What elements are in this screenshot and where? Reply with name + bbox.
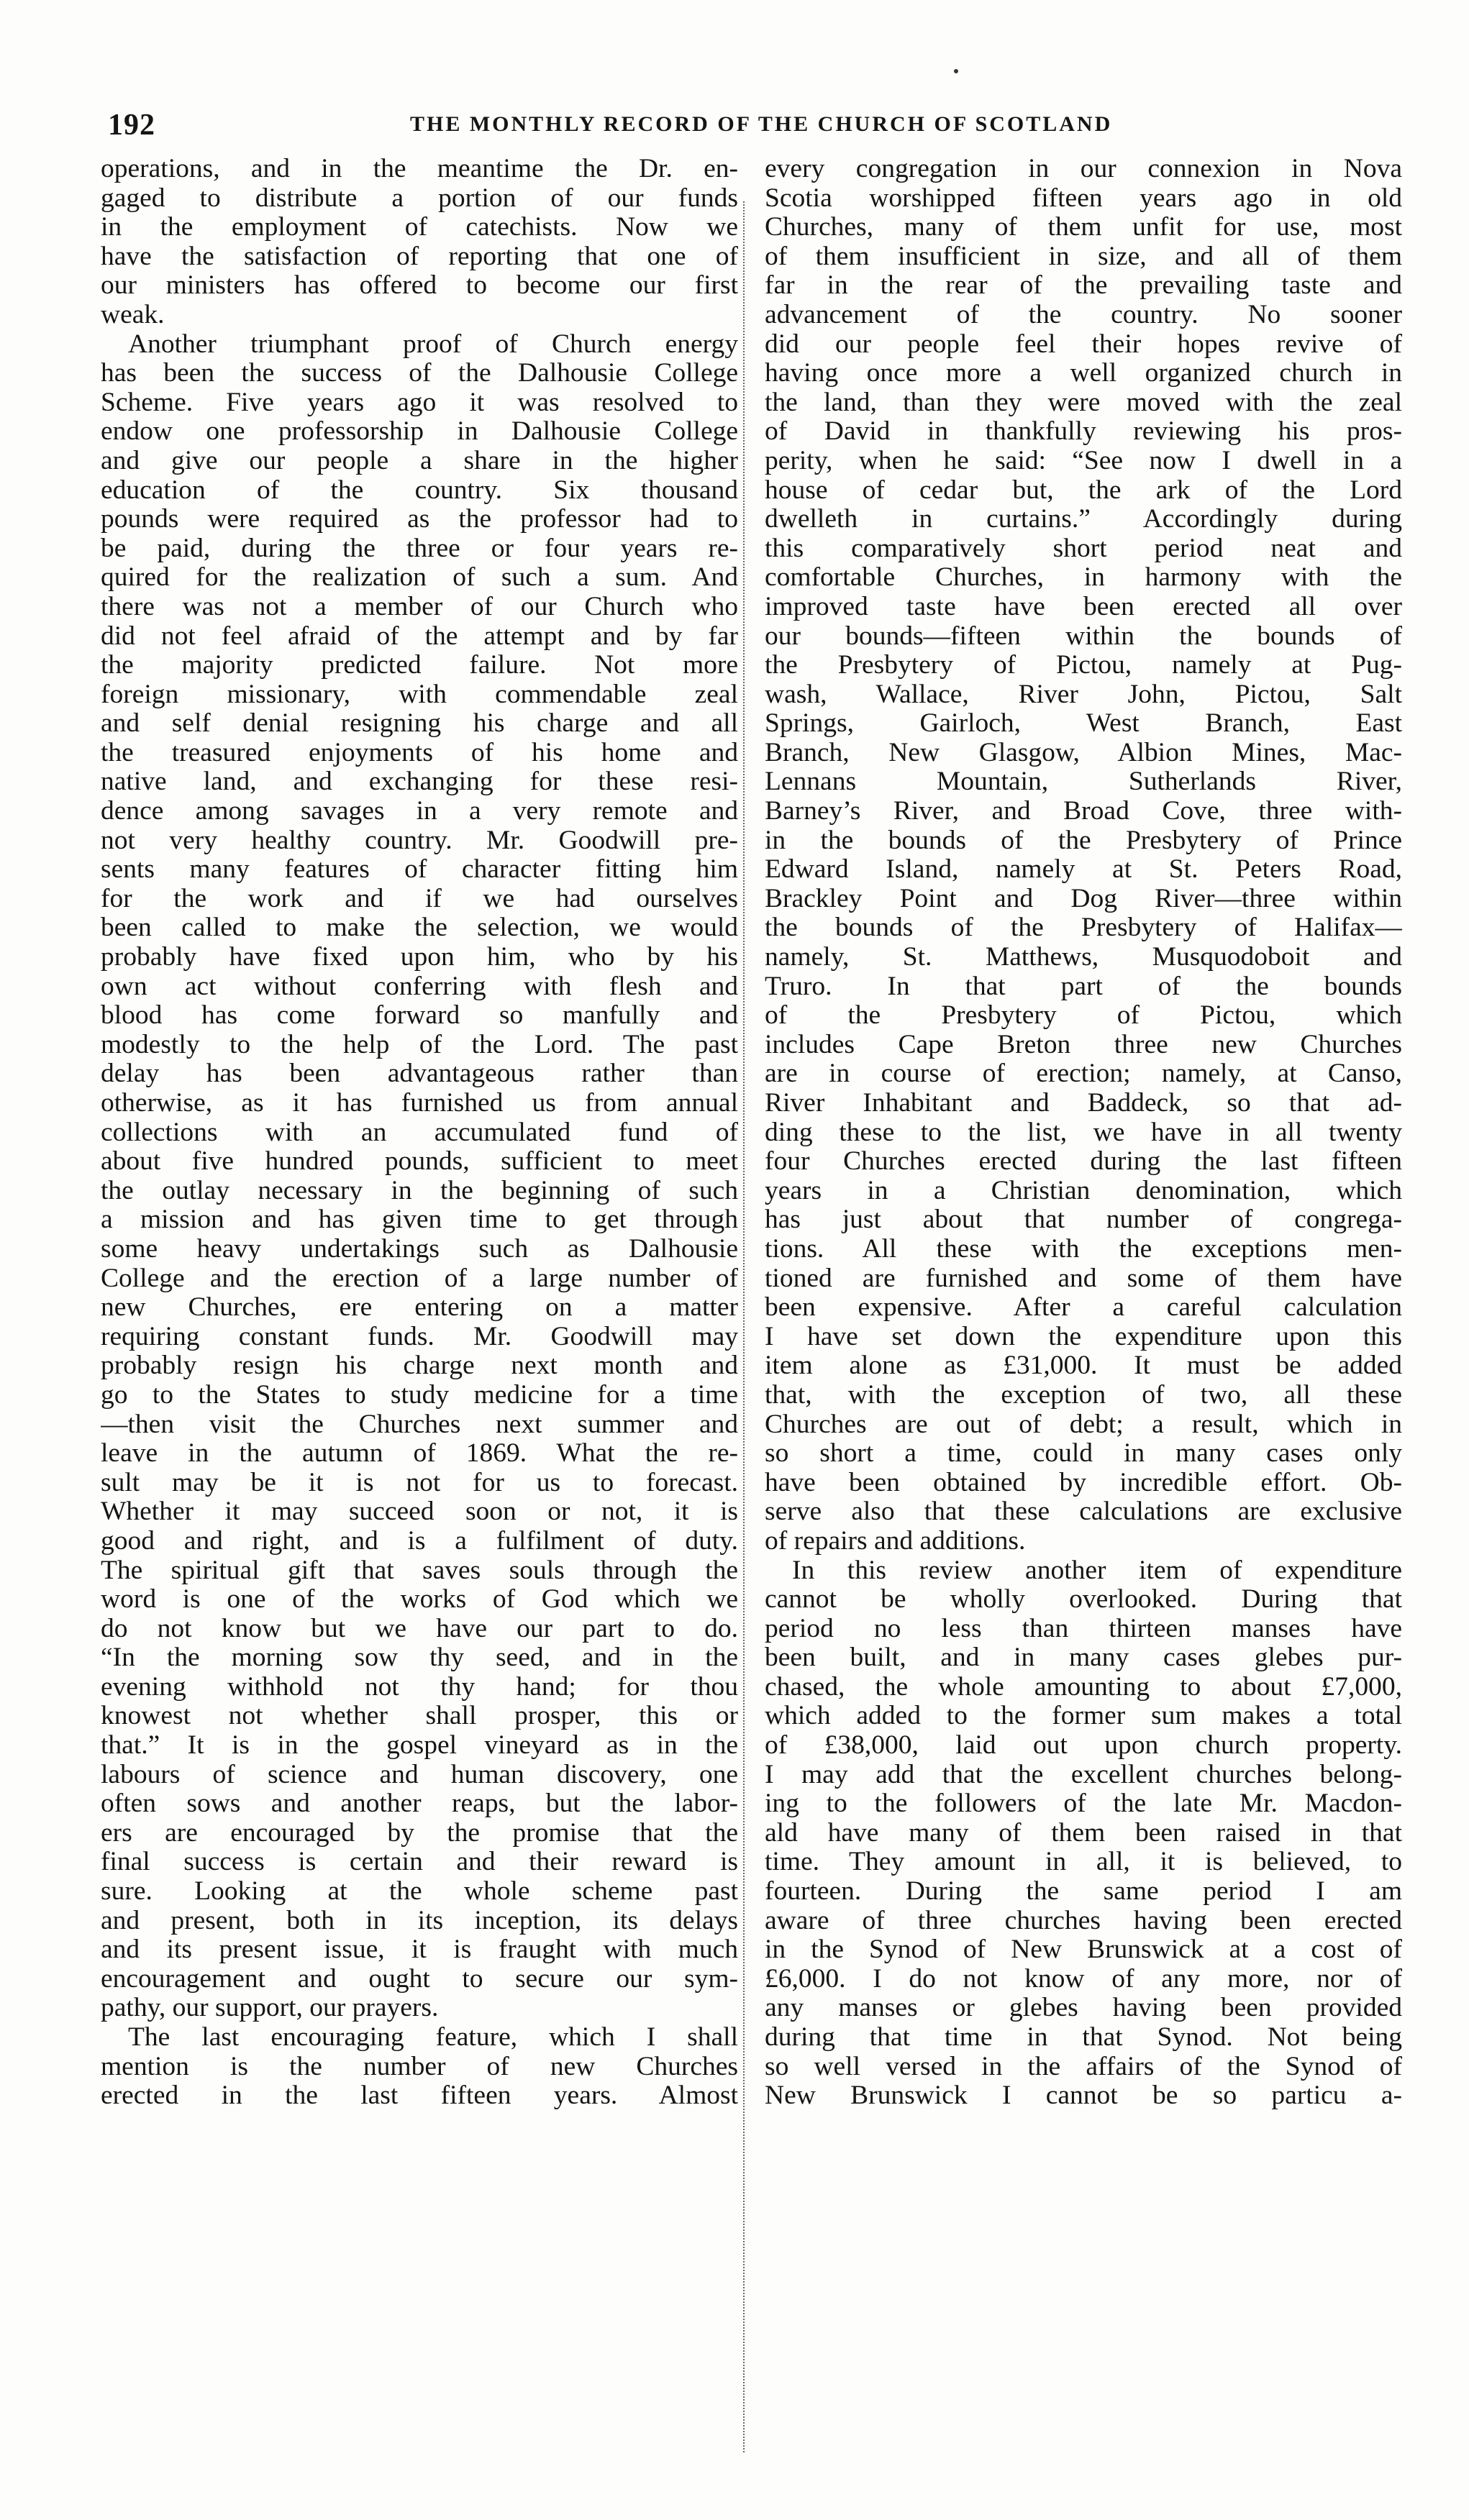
text-line: a mission and has given time to get through (101, 1205, 738, 1235)
text-line: period no less than thirteen manses have (765, 1614, 1402, 1643)
text-line: been called to make the selection, we would (101, 913, 738, 943)
text-line: of £38,000, laid out upon church property. (765, 1731, 1402, 1761)
text-line: perity, when he said: “See now I dwell in a (765, 446, 1402, 475)
text-line: Springs, Gairloch, West Branch, East (765, 709, 1402, 739)
text-line: are in course of erection; namely, at Canso, (765, 1059, 1402, 1089)
text-line: the outlay necessary in the beginning of such (101, 1176, 738, 1205)
text-line: otherwise, as it has furnished us from annual (101, 1089, 738, 1118)
print-speck (954, 69, 958, 73)
text-line: and self denial resigning his charge and all (101, 709, 738, 739)
text-line: years in a Christian denomination, which (765, 1176, 1402, 1205)
text-line: Truro. In that part of the bounds (765, 972, 1402, 1001)
text-line: I have set down the expenditure upon this (765, 1322, 1402, 1351)
text-line: includes Cape Breton three new Churches (765, 1030, 1402, 1059)
text-line: during that time in that Synod. Not being (765, 2023, 1402, 2052)
text-line: tions. All these with the exceptions men- (765, 1234, 1402, 1264)
text-line: sents many features of character fitting him (101, 855, 738, 885)
running-title: THE MONTHLY RECORD OF THE CHURCH OF SCOTLAND (410, 112, 1113, 136)
text-line: —then visit the Churches next summer and (101, 1410, 738, 1439)
text-line: of them insufficient in size, and all of them (765, 242, 1402, 271)
text-line: ing to the followers of the late Mr. Macdon- (765, 1789, 1402, 1819)
text-line: that, with the exception of two, all these (765, 1380, 1402, 1410)
text-line: ding these to the list, we have in all twenty (765, 1118, 1402, 1147)
text-line: advancement of the country. No sooner (765, 300, 1402, 329)
text-line: New Brunswick I cannot be so particu a- (765, 2081, 1402, 2111)
text-line: collections with an accumulated fund of (101, 1118, 738, 1147)
text-line: not very healthy country. Mr. Goodwill pre- (101, 826, 738, 855)
text-line: item alone as £31,000. It must be added (765, 1351, 1402, 1381)
text-line: been built, and in many cases glebes pur- (765, 1643, 1402, 1673)
text-line: the Presbytery of Pictou, namely at Pug- (765, 651, 1402, 680)
text-line: of the Presbytery of Pictou, which (765, 1001, 1402, 1031)
text-line: aware of three churches having been erected (765, 1906, 1402, 1935)
text-line: our bounds—fifteen within the bounds of (765, 621, 1402, 651)
text-line: ers are encouraged by the promise that the (101, 1818, 738, 1848)
text-line: quired for the realization of such a sum. And (101, 563, 738, 593)
text-line: gaged to distribute a portion of our funds (101, 183, 738, 213)
text-line: so well versed in the affairs of the Synod of (765, 2052, 1402, 2081)
text-line: tioned are furnished and some of them have (765, 1264, 1402, 1293)
text-line: and its present issue, it is fraught with much (101, 1935, 738, 1965)
text-line: College and the erection of a large number of (101, 1264, 738, 1293)
text-line: Brackley Point and Dog River—three within (765, 884, 1402, 913)
text-line: Scheme. Five years ago it was resolved to (101, 388, 738, 417)
text-line: ald have many of them been raised in that (765, 1818, 1402, 1848)
page-number: 192 (108, 109, 155, 142)
text-line: the treasured enjoyments of his home and (101, 738, 738, 767)
text-line: knowest not whether shall prosper, this or (101, 1702, 738, 1731)
text-line: the majority predicted failure. Not more (101, 651, 738, 680)
text-line: pounds were required as the professor had to (101, 505, 738, 534)
text-line: sult may be it is not for us to forecast. (101, 1468, 738, 1497)
text-line: “In the morning sow thy seed, and in the (101, 1643, 738, 1673)
text-line: sure. Looking at the whole scheme past (101, 1877, 738, 1907)
text-line: in the employment of catechists. Now we (101, 213, 738, 242)
text-line: fourteen. During the same period I am (765, 1877, 1402, 1907)
text-line: I may add that the excellent churches belong- (765, 1760, 1402, 1789)
text-line: encouragement and ought to secure our sym- (101, 1964, 738, 1994)
text-line: have been obtained by incredible effort. Ob- (765, 1468, 1402, 1497)
text-line: four Churches erected during the last fifteen (765, 1147, 1402, 1177)
right-column (765, 155, 1402, 2111)
text-line: The spiritual gift that saves souls through the (101, 1556, 738, 1585)
text-line: dwelleth in curtains.” Accordingly during (765, 505, 1402, 534)
text-line: dence among savages in a very remote and (101, 797, 738, 826)
text-line: go to the States to study medicine for a time (101, 1380, 738, 1410)
text-line: Lennans Mountain, Sutherlands River, (765, 767, 1402, 797)
text-line: Whether it may succeed soon or not, it is (101, 1497, 738, 1527)
text-line: blood has come forward so manfully and (101, 1001, 738, 1031)
text-line: good and right, and is a fulfilment of duty. (101, 1526, 738, 1556)
text-line: labours of science and human discovery, one (101, 1760, 738, 1789)
text-line: pathy, our support, our prayers. (101, 1994, 439, 2023)
text-line: Edward Island, namely at St. Peters Road, (765, 855, 1402, 885)
text-line: namely, St. Matthews, Musquodoboit and (765, 943, 1402, 972)
text-line: did our people feel their hopes revive of (765, 329, 1402, 359)
left-column (101, 155, 738, 2111)
text-line: our ministers has offered to become our first (101, 271, 738, 301)
text-line: evening withhold not thy hand; for thou (101, 1672, 738, 1702)
text-line: comfortable Churches, in harmony with the (765, 563, 1402, 593)
text-line: having once more a well organized church in (765, 359, 1402, 388)
text-line: and give our people a share in the higher (101, 446, 738, 475)
text-line: the bounds of the Presbytery of Halifax— (765, 913, 1402, 943)
text-line: Barney’s River, and Broad Cove, three with- (765, 797, 1402, 826)
text-line: did not feel afraid of the attempt and by far (101, 621, 738, 651)
text-line: leave in the autumn of 1869. What the re- (101, 1439, 738, 1469)
text-line: the land, than they were moved with the zeal (765, 388, 1402, 417)
text-line: mention is the number of new Churches (101, 2052, 738, 2081)
text-line: of repairs and additions. (765, 1526, 1026, 1556)
text-line: time. They amount in all, it is believed, to (765, 1848, 1402, 1877)
text-line: erected in the last fifteen years. Almost (101, 2081, 738, 2111)
text-line: modestly to the help of the Lord. The past (101, 1030, 738, 1059)
text-line: been expensive. After a careful calculation (765, 1293, 1402, 1323)
text-line: River Inhabitant and Baddeck, so that ad- (765, 1089, 1402, 1118)
text-line: Branch, New Glasgow, Albion Mines, Mac- (765, 738, 1402, 767)
text-line: for the work and if we had ourselves (101, 884, 738, 913)
text-line: there was not a member of our Church who (101, 592, 738, 621)
text-line: probably have fixed upon him, who by his (101, 943, 738, 972)
text-line: delay has been advantageous rather than (101, 1059, 738, 1089)
text-line: in the Synod of New Brunswick at a cost of (765, 1935, 1402, 1965)
text-line: every congregation in our connexion in Nova (765, 155, 1402, 183)
text-line: Churches, many of them unfit for use, most (765, 213, 1402, 242)
page-header (108, 108, 1396, 151)
text-line: about five hundred pounds, sufficient to meet (101, 1147, 738, 1177)
text-line: chased, the whole amounting to about £7,000, (765, 1672, 1402, 1702)
text-line: weak. (101, 300, 165, 329)
text-line: improved taste have been erected all over (765, 592, 1402, 621)
text-line: cannot be wholly overlooked. During that (765, 1585, 1402, 1615)
text-line: in the bounds of the Presbytery of Prince (765, 826, 1402, 855)
text-line: serve also that these calculations are exclusive (765, 1497, 1402, 1527)
text-line: any manses or glebes having been provided (765, 1994, 1402, 2023)
text-line: Churches are out of debt; a result, which in (765, 1410, 1402, 1439)
text-line: so short a time, could in many cases only (765, 1439, 1402, 1469)
text-line: word is one of the works of God which we (101, 1585, 738, 1615)
text-line: The last encouraging feature, which I shall (128, 2023, 738, 2052)
text-line: endow one professorship in Dalhousie College (101, 417, 738, 447)
text-line: have the satisfaction of reporting that one of (101, 242, 738, 271)
text-line: operations, and in the meantime the Dr. en- (101, 155, 738, 183)
text-line: native land, and exchanging for these resi- (101, 767, 738, 797)
text-line: of David in thankfully reviewing his pros- (765, 417, 1402, 447)
text-line: own act without conferring with flesh and (101, 972, 738, 1001)
text-line: be paid, during the three or four years re- (101, 534, 738, 563)
text-line: house of cedar but, the ark of the Lord (765, 475, 1402, 505)
column-divider (743, 201, 745, 2452)
text-line: has just about that number of congrega- (765, 1205, 1402, 1235)
text-line: £6,000. I do not know of any more, nor of (765, 1964, 1402, 1994)
text-line: final success is certain and their reward is (101, 1848, 738, 1877)
text-line: Scotia worshipped fifteen years ago in old (765, 183, 1402, 213)
text-line: education of the country. Six thousand (101, 475, 738, 505)
text-line: wash, Wallace, River John, Pictou, Salt (765, 680, 1402, 709)
text-line: Another triumphant proof of Church energy (128, 329, 738, 359)
text-line: some heavy undertakings such as Dalhousie (101, 1234, 738, 1264)
text-line: which added to the former sum makes a total (765, 1702, 1402, 1731)
text-line: do not know but we have our part to do. (101, 1614, 738, 1643)
text-line: that.” It is in the gospel vineyard as in the (101, 1731, 738, 1761)
text-line: far in the rear of the prevailing taste and (765, 271, 1402, 301)
text-line: probably resign his charge next month and (101, 1351, 738, 1381)
text-line: foreign missionary, with commendable zeal (101, 680, 738, 709)
text-line: and present, both in its inception, its delays (101, 1906, 738, 1935)
text-line: new Churches, ere entering on a matter (101, 1293, 738, 1323)
text-line: has been the success of the Dalhousie College (101, 359, 738, 388)
text-line: this comparatively short period neat and (765, 534, 1402, 563)
text-line: requiring constant funds. Mr. Goodwill may (101, 1322, 738, 1351)
text-line: often sows and another reaps, but the labor- (101, 1789, 738, 1819)
text-line: In this review another item of expenditure (792, 1556, 1402, 1585)
